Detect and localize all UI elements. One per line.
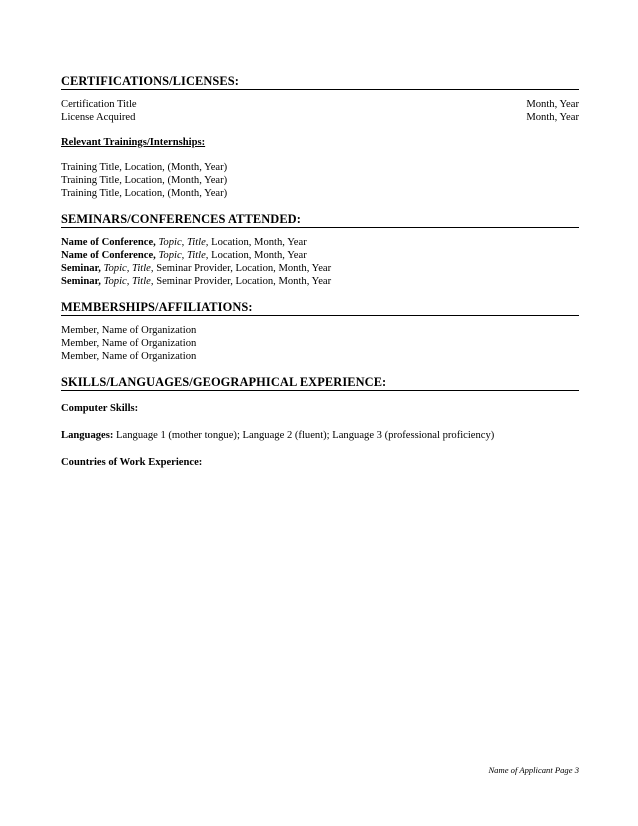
computer-skills-label: Computer Skills: xyxy=(61,403,139,414)
seminar-topic: Topic, Title, xyxy=(158,237,209,248)
license-date: Month, Year xyxy=(526,112,579,123)
memberships-heading: MEMBERSHIPS/AFFILIATIONS: xyxy=(61,300,579,316)
countries-label: Countries of Work Experience: xyxy=(61,457,203,468)
page-footer: Name of Applicant Page 3 xyxy=(488,765,579,775)
certification-date: Month, Year xyxy=(526,99,579,110)
membership-item: Member, Name of Organization xyxy=(61,338,197,349)
seminar-topic: Topic, Title, xyxy=(103,276,154,287)
seminars-section xyxy=(61,212,579,288)
trainings-subheading: Relevant Trainings/Internships: xyxy=(61,137,206,148)
seminar-details: Seminar Provider, Location, Month, Year xyxy=(156,276,332,287)
seminar-details: Seminar Provider, Location, Month, Year xyxy=(156,263,332,274)
seminar-item xyxy=(61,275,579,288)
seminar-item xyxy=(61,262,579,275)
seminar-item xyxy=(61,249,579,262)
memberships-section xyxy=(61,300,579,363)
seminar-name: Name of Conference, xyxy=(61,250,156,261)
seminar-details: Location, Month, Year xyxy=(211,250,307,261)
memberships-list xyxy=(61,324,579,363)
certification-row xyxy=(61,98,579,111)
certification-title: Certification Title xyxy=(61,99,137,110)
seminar-topic: Topic, Title, xyxy=(158,250,209,261)
seminar-topic: Topic, Title, xyxy=(103,263,154,274)
seminar-details: Location, Month, Year xyxy=(211,237,307,248)
seminar-name: Name of Conference, xyxy=(61,237,156,248)
training-item: Training Title, Location, (Month, Year) xyxy=(61,175,228,186)
license-title: License Acquired xyxy=(61,112,136,123)
certifications-heading: CERTIFICATIONS/LICENSES: xyxy=(61,74,579,90)
languages-value: Language 1 (mother tongue); Language 2 (fluent); Language 3 (professional proficiency) xyxy=(116,430,495,441)
languages-label: Languages: xyxy=(61,430,114,441)
seminars-heading: SEMINARS/CONFERENCES ATTENDED: xyxy=(61,212,579,228)
skills-body xyxy=(61,402,579,469)
training-item: Training Title, Location, (Month, Year) xyxy=(61,188,228,199)
membership-item: Member, Name of Organization xyxy=(61,351,197,362)
seminar-name: Seminar, xyxy=(61,276,101,287)
seminars-list xyxy=(61,236,579,288)
certifications-section xyxy=(61,74,579,200)
skills-section xyxy=(61,375,579,469)
training-item: Training Title, Location, (Month, Year) xyxy=(61,162,228,173)
seminar-name: Seminar, xyxy=(61,263,101,274)
skills-heading: SKILLS/LANGUAGES/GEOGRAPHICAL EXPERIENCE: xyxy=(61,375,579,391)
trainings-list xyxy=(61,161,579,200)
languages-line xyxy=(61,429,579,442)
seminar-item xyxy=(61,236,579,249)
certification-row xyxy=(61,111,579,124)
certifications-list xyxy=(61,98,579,124)
resume-page xyxy=(61,74,579,469)
membership-item: Member, Name of Organization xyxy=(61,325,197,336)
